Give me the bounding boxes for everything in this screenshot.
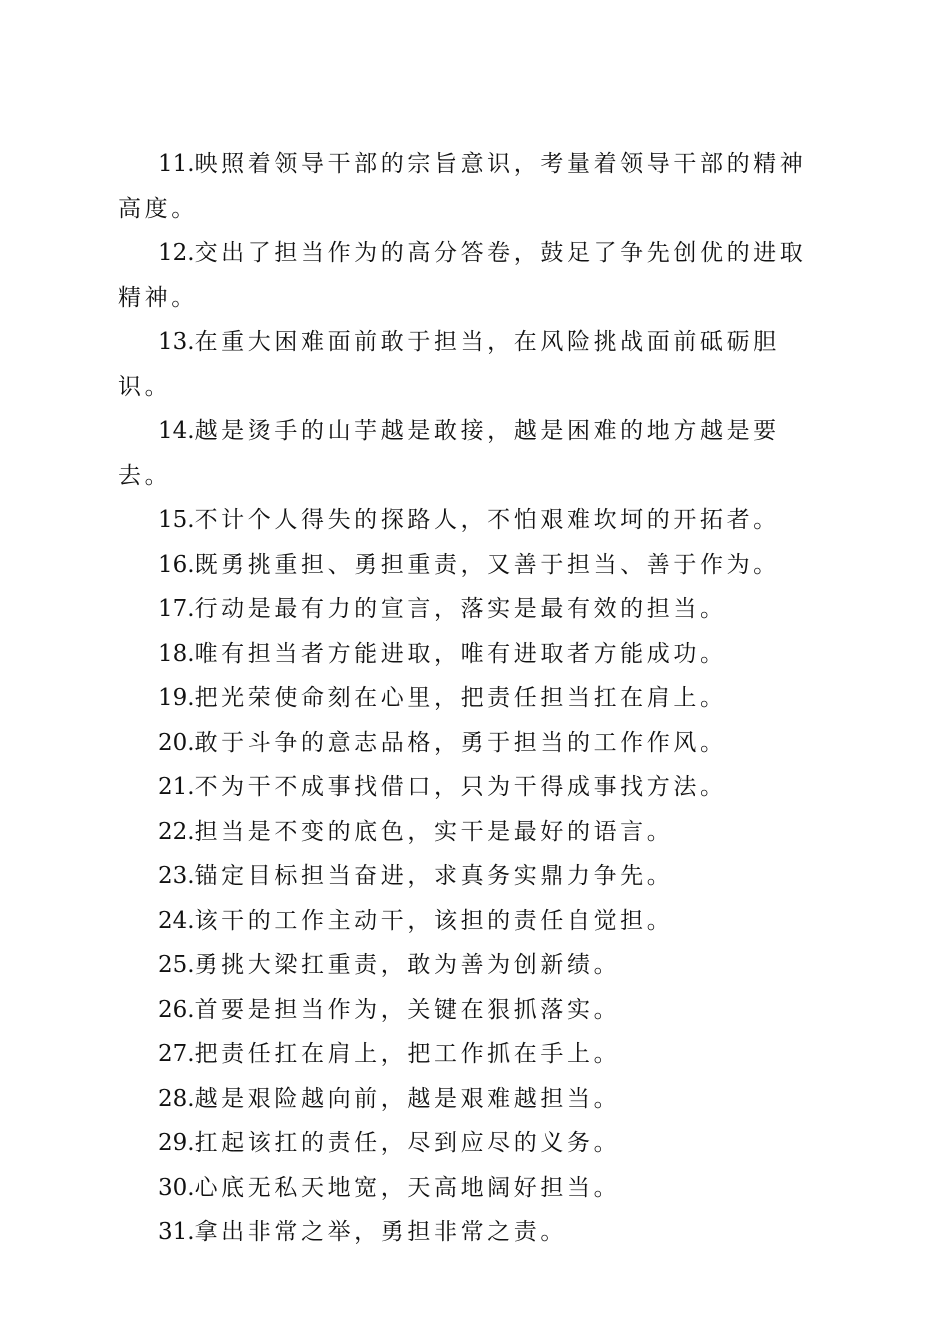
item-number: 13.: [158, 329, 195, 355]
list-item: [118, 320, 828, 409]
list-item: [118, 854, 828, 899]
item-text: 拿出非常之举，勇担非常之责。: [194, 1219, 567, 1245]
item-text: 不为干不成事找借口，只为干得成事找方法。: [194, 774, 727, 800]
item-number: 29.: [158, 1130, 195, 1156]
item-text: 既勇挑重担、勇担重责，又善于担当、善于作为。: [194, 551, 780, 578]
item-text: 越是烫手的山芋越是敢接，越是困难的地方越是要去。: [118, 418, 780, 489]
item-text: 扛起该扛的责任，尽到应尽的义务。: [194, 1130, 621, 1156]
item-text: 该干的工作主动干，该担的责任自觉担。: [194, 907, 674, 934]
list-item: [118, 676, 828, 721]
item-text: 在重大困难面前敢于担当，在风险挑战面前砥砺胆识。: [118, 329, 780, 400]
item-number: 28.: [158, 1085, 195, 1112]
item-number: 23.: [158, 863, 195, 889]
item-text: 行动是最有力的宣言，落实是最有效的担当。: [194, 596, 727, 622]
list-item: [118, 142, 828, 231]
list-item: [118, 943, 828, 988]
item-text: 唯有担当者方能进取，唯有进取者方能成功。: [194, 640, 727, 667]
item-number: 31.: [158, 1219, 195, 1245]
list-item: [118, 988, 828, 1033]
list-item: [118, 587, 828, 632]
list-item: [118, 1121, 828, 1166]
list-item: [118, 1166, 828, 1211]
item-number: 15.: [158, 507, 195, 533]
item-text: 心底无私天地宽，天高地阔好担当。: [194, 1174, 621, 1201]
item-text: 敢于斗争的意志品格，勇于担当的工作作风。: [194, 729, 727, 756]
item-number: 27.: [158, 1041, 195, 1067]
item-number: 21.: [158, 774, 195, 800]
list-item: [118, 1077, 828, 1122]
item-text: 锚定目标担当奋进，求真务实鼎力争先。: [194, 863, 674, 889]
item-number: 22.: [158, 818, 195, 845]
item-text: 担当是不变的底色，实干是最好的语言。: [194, 818, 674, 845]
list-item: [118, 765, 828, 810]
numbered-list: [118, 142, 828, 1255]
item-text: 勇挑大梁扛重责，敢为善为创新绩。: [194, 952, 621, 978]
list-item: [118, 409, 828, 498]
item-number: 11.: [158, 151, 195, 177]
list-item: [118, 1032, 828, 1077]
list-item: [118, 498, 828, 543]
item-number: 24.: [158, 907, 195, 934]
list-item: [118, 810, 828, 855]
item-number: 30.: [158, 1174, 195, 1201]
item-number: 16.: [158, 551, 195, 578]
item-text: 越是艰险越向前，越是艰难越担当。: [194, 1085, 621, 1112]
item-number: 19.: [158, 685, 195, 711]
list-item: [118, 1210, 828, 1255]
list-item: [118, 632, 828, 677]
item-text: 不计个人得失的探路人，不怕艰难坎坷的开拓者。: [194, 507, 780, 533]
item-number: 14.: [158, 418, 195, 444]
list-item: [118, 899, 828, 944]
item-text: 把光荣使命刻在心里，把责任担当扛在肩上。: [194, 685, 727, 711]
item-number: 18.: [158, 640, 195, 667]
list-item: [118, 543, 828, 588]
item-text: 交出了担当作为的高分答卷，鼓足了争先创优的进取精神。: [118, 240, 807, 311]
list-item: [118, 721, 828, 766]
item-number: 17.: [158, 596, 195, 622]
item-text: 首要是担当作为，关键在狠抓落实。: [194, 996, 621, 1023]
item-text: 映照着领导干部的宗旨意识，考量着领导干部的精神高度。: [118, 151, 807, 222]
list-item: [118, 231, 828, 320]
item-number: 20.: [158, 729, 195, 756]
item-number: 12.: [158, 240, 195, 266]
item-number: 26.: [158, 996, 195, 1023]
item-text: 把责任扛在肩上，把工作抓在手上。: [194, 1041, 621, 1067]
item-number: 25.: [158, 952, 195, 978]
